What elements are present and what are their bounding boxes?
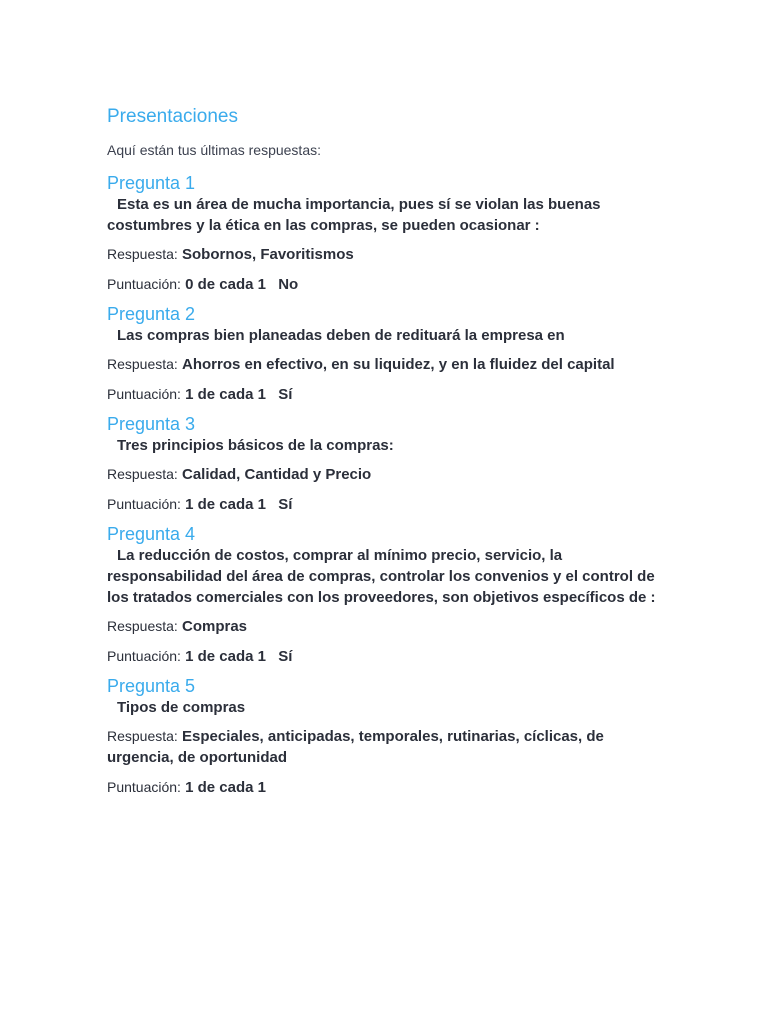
answer-value: Especiales, anticipadas, temporales, rutinarias, cíclicas, de urgencia, de oportunidad [107,728,604,766]
score-row [107,777,667,798]
score-value: 0 de cada 1 [185,276,267,293]
results-page [107,104,667,798]
score-value: 1 de cada 1 [185,496,267,513]
answer-label: Respuesta: [107,356,178,372]
question-block [107,413,667,515]
answer-label: Respuesta: [107,728,178,744]
answer-row [107,726,667,768]
score-row [107,494,667,515]
question-block [107,172,667,295]
answer-value: Sobornos, Favoritismos [182,246,354,263]
answer-label: Respuesta: [107,618,178,634]
answer-value: Ahorros en efectivo, en su liquidez, y en la fluidez del capital [182,356,615,373]
score-status: Sí [278,496,293,513]
question-text: La reducción de costos, comprar al mínimo precio, servicio, la responsabilidad del área de compras, controlar los convenios y el control de los tratados comerciales con los proveedores, son objetivos específicos de : [107,547,656,606]
question-text: Tipos de compras [117,699,246,716]
question-text: Tres principios básicos de la compras: [117,437,394,454]
score-row [107,274,667,295]
page-title: Presentaciones [107,106,238,127]
score-value: 1 de cada 1 [185,386,267,403]
answer-label: Respuesta: [107,246,178,262]
question-text: Las compras bien planeadas deben de redituará la empresa en [117,327,565,344]
score-value: 1 de cada 1 [185,779,267,796]
score-value: 1 de cada 1 [185,648,267,665]
answer-row [107,354,667,375]
score-status: Sí [278,648,293,665]
score-status: Sí [278,386,293,403]
intro-text: Aquí están tus últimas respuestas: [107,142,321,158]
answer-value: Compras [182,618,248,635]
question-block [107,675,667,798]
score-label: Puntuación: [107,648,181,664]
question-text: Esta es un área de mucha importancia, pues sí se violan las buenas costumbres y la ética en las compras, se pueden ocasionar : [107,196,601,234]
question-block [107,303,667,405]
score-label: Puntuación: [107,276,181,292]
answer-label: Respuesta: [107,466,178,482]
question-title: Pregunta 5 [107,676,196,696]
score-row [107,384,667,405]
answer-row [107,244,667,265]
question-block [107,523,667,667]
answer-value: Calidad, Cantidad y Precio [182,466,372,483]
score-status: No [278,276,299,293]
question-title: Pregunta 1 [107,173,196,193]
score-label: Puntuación: [107,386,181,402]
answer-row [107,464,667,485]
answer-row [107,616,667,637]
question-title: Pregunta 4 [107,524,196,544]
score-label: Puntuación: [107,779,181,795]
score-row [107,646,667,667]
question-title: Pregunta 3 [107,414,196,434]
score-label: Puntuación: [107,496,181,512]
question-title: Pregunta 2 [107,304,196,324]
